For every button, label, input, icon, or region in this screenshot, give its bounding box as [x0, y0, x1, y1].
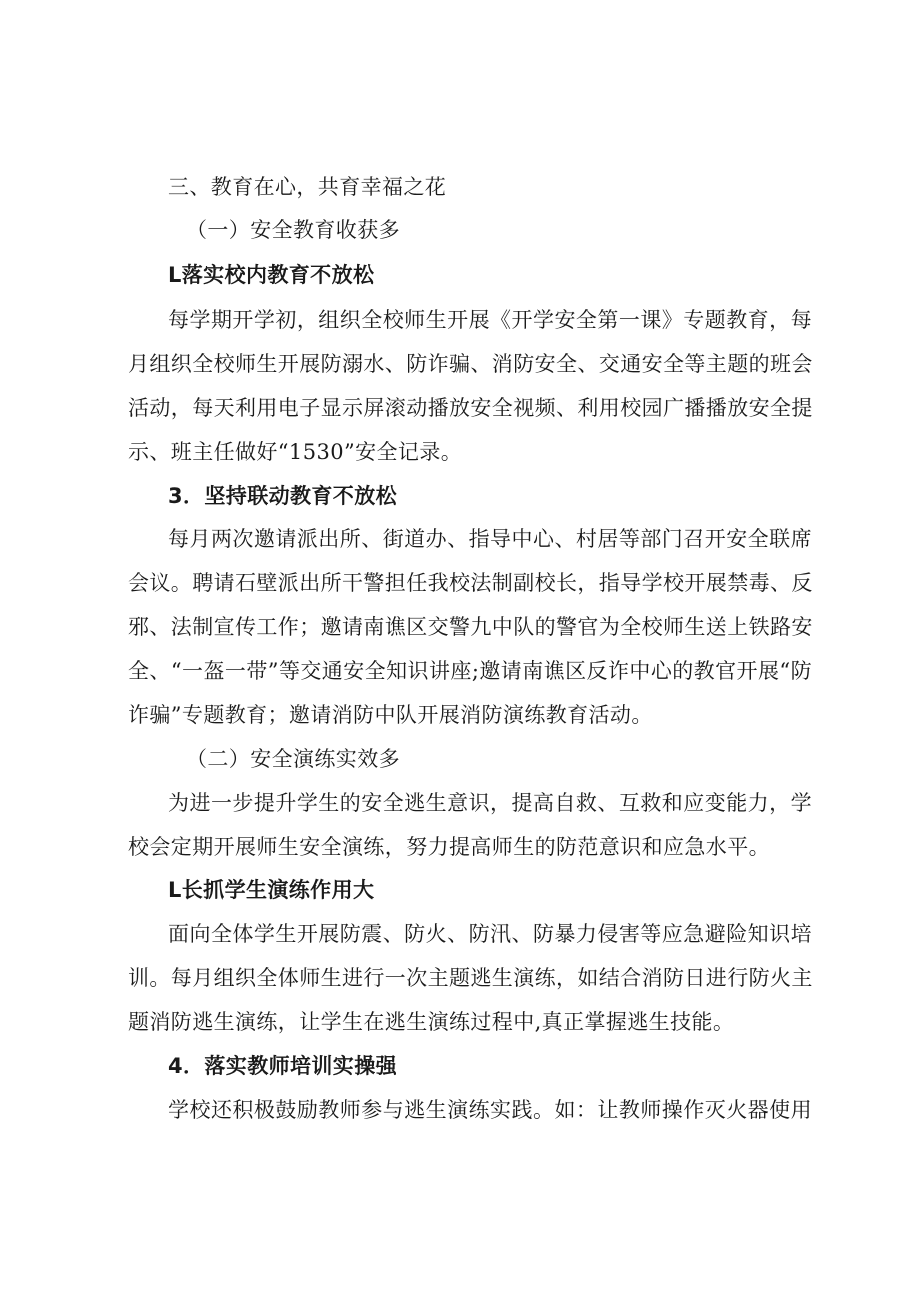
paragraph-line: 为进一步提升学生的安全逃生意识，提高自救、互救和应变能力，学 — [168, 791, 812, 815]
paragraph-line: 题消防逃生演练，让学生在逃生演练过程中,真正掌握逃生技能。 — [128, 1010, 735, 1034]
subheading-safety-drills: （二）安全演练实效多 — [186, 747, 400, 771]
paragraph-line: 学校还积极鼓励教师参与逃生演练实践。如：让教师操作灭火器使用 — [168, 1098, 812, 1122]
paragraph-line: 每学期开学初，组织全校师生开展《开学安全第一课》专题教育，每 — [168, 308, 812, 332]
paragraph-line: 面向全体学生开展防震、防火、防汛、防暴力侵害等应急避险知识培 — [168, 922, 812, 946]
item-title-campus-education: L落实校内教育不放松 — [168, 263, 375, 287]
paragraph-line: 邪、法制宣传工作；邀请南谯区交警九中队的警官为全校师生送上铁路安 — [128, 615, 813, 639]
item-title-teacher-training: 4．落实教师培训实操强 — [168, 1054, 398, 1078]
item-title-student-drills: L长抓学生演练作用大 — [168, 878, 375, 902]
paragraph-line: 训。每月组织全体师生进行一次主题逃生演练，如结合消防日进行防火主 — [128, 966, 813, 990]
subheading-safety-education: （一）安全教育收获多 — [186, 218, 400, 242]
paragraph-line: 月组织全校师生开展防溺水、防诈骗、消防安全、交通安全等主题的班会 — [128, 352, 813, 376]
paragraph-line: 全、“一盔一带”等交通安全知识讲座;邀请南谯区反诈中心的教官开展“防 — [128, 659, 812, 683]
paragraph-line: 示、班主任做好“1530”安全记录。 — [128, 440, 463, 464]
paragraph-line: 每月两次邀请派出所、街道办、指导中心、村居等部门召开安全联席 — [168, 527, 812, 551]
item-title-joint-education: 3．坚持联动教育不放松 — [168, 484, 398, 508]
paragraph-line: 诈骗”专题教育；邀请消防中队开展消防演练教育活动。 — [128, 703, 653, 727]
paragraph-line: 校会定期开展师生安全演练，努力提高师生的防范意识和应急水平。 — [128, 835, 770, 859]
paragraph-line: 会议。聘请石壁派出所干警担任我校法制副校长，指导学校开展禁毒、反 — [128, 571, 813, 595]
paragraph-line: 活动，每天利用电子显示屏滚动播放安全视频、利用校园广播播放安全提 — [128, 396, 813, 420]
section-heading-3: 三、教育在心，共育幸福之花 — [168, 175, 447, 199]
